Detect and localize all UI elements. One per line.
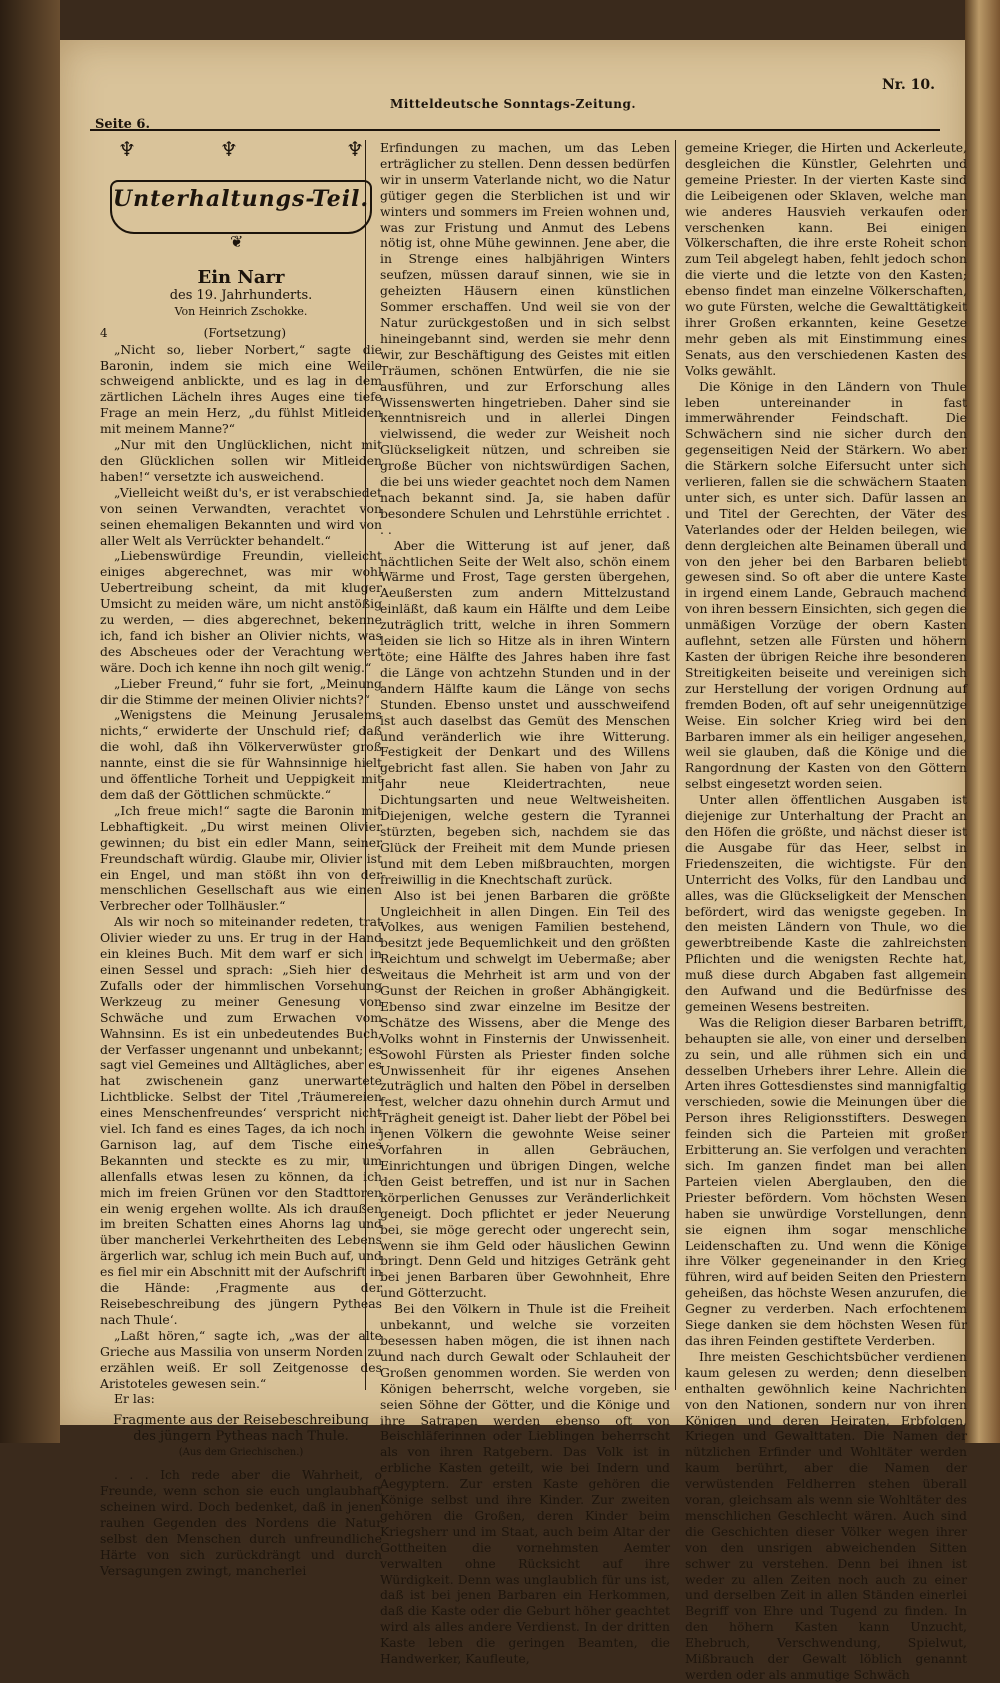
- story-title: Ein Narr: [197, 267, 285, 288]
- paragraph: gemeine Krieger, die Hirten und Ackerleute, desgleichen die Künstler, Gelehrten und gemeine Priester. In der vierten Kaste sind die Leibeigenen oder Sklaven, welche man wie anderes Hausvieh verkaufen oder verschenken kann. Bei einigen Völkerschaften, die ihre erste Roheit schon zum Teil abgelegt haben, fehlt jedoch schon die vierte und die letzte von den Kasten; ebenso findet man einzelne Völkerschaften, wo gute Fürsten, welche die Gewalttätigkeit ihrer Großen erkannten, keine Gesetze mehr geben als mit Einstimmung eines Senats, aus den verschiedenen Kasten des Volks gewählt.: [685, 140, 967, 378]
- paragraph: Er las:: [114, 1391, 155, 1407]
- continuation-note: 4 (Fortsetzung): [100, 325, 286, 340]
- paragraph: „Liebenswürdige Freundin, vielleicht einiges abgerechnet, was mir wohl Uebertreibung scheint, da mit kluger Umsicht zu meiden wäre, um nicht anstößig zu werden, — dies abgerechnet, bekenne ich, fand ich bisher an Olivier nichts, was des Abscheues oder der Verachtung wert wäre. Doch ich kenne ihn noch gilt wenig.“: [100, 548, 382, 675]
- paragraph: „Ich freue mich!“ sagte die Baronin mit Lebhaftigkeit. „Du wirst meinen Olivier gewinnen; du bist ein edler Mann, seiner Freundschaft würdig. Glaube mir, Olivier ist ein Engel, und man stößt ihn von der menschlichen Gesellschaft aus wie einen Verbrecher oder Tollhäusler.“: [100, 802, 382, 914]
- lamp-ornament-icon: ♆: [118, 137, 136, 161]
- issue-number: Nr. 10.: [882, 77, 935, 93]
- paragraph: „Vielleicht weißt du's, er ist verabschiedet von seinen Verwandten, verachtet von seinen ehemaligen Bekannten und wird von aller Welt als Verrückter behandelt.“: [100, 484, 382, 548]
- newspaper-page: [60, 40, 967, 1682]
- binding-shadow: [0, 0, 60, 1443]
- paragraph: „Lieber Freund,“ fuhr sie fort, „Meinung dir die Stimme der meinen Olivier nichts?“: [100, 675, 382, 707]
- paragraph: Unter allen öffentlichen Ausgaben ist diejenige zur Unterhaltung der Pracht an den Höfen die größte, und nächst dieser ist die Ausgabe für das Heer, selbst in Friedenszeiten, die wichtigste. Für den Unterricht des Volks, für den Landbau und alles, was die Glückseligkeit der Menschen befördert, wird das wenigste gegeben. In den meisten Ländern von Thule, wo die gewerbtreibende Kaste die zahlreichsten Pflichten und die wenigsten Rechte hat, muß diese durch Abgaben fast allgemein den Aufwand und die Bedürfnisse des gemeinen Wesens bestreiten.: [685, 792, 967, 1014]
- section-title: Unterhaltungs-Teil.: [112, 186, 370, 212]
- fragment-note: (Aus dem Griechischen.): [178, 1447, 304, 1459]
- paragraph: Die Könige in den Ländern von Thule leben untereinander in fast immerwährender Feindschaft. Die Schwächern sind nie sicher durch den gegenseitigen Neid der Stärkern. Wo aber die Stärkern solche Eifersucht unter sich verlieren, fallen sie die schwächern Staaten unter sich, es unter sich. Dafür lassen an und Titel der Gerechten, der Väter des Vaterlandes oder der Helden beilegen, wie denn dergleichen alte Beinamen überall und von den jeher bei den Barbaren beliebt gewesen sind. So oft aber die untere Kaste in irgend einem Lande, Gebrauch machend von ihren bessern Einsichten, sich gegen die unmäßigen Vorzüge der obern Kasten auflehnt, setzen alle Fürsten und höhern Kasten der übrigen Reiche ihre besonderen Streitigkeiten beiseite und vereinigen sich zur Herstellung der vorigen Ordnung auf fremden Boden, oft auf sehr uneigennützige Weise. Ein solcher Krieg wird bei den Barbaren immer als ein heiliger angesehen, weil sie glauben, daß die Könige und die Rangordnung der Kasten von den Göttern selbst eingesetzt worden seien.: [685, 378, 967, 792]
- page-stack-edge: [965, 0, 1000, 1443]
- fragment-title: Fragmente aus der Reisebeschreibung des jüngern Pytheas nach Thule.: [113, 1413, 369, 1445]
- paragraph: „Laßt hören,“ sagte ich, „was der alte Grieche aus Massilia von unserm Norden zu erzählen weiß. Er soll Zeitgenosse des Aristoteles gewesen sein.“: [100, 1327, 382, 1391]
- header-rule: [90, 129, 940, 131]
- section-banner: [100, 137, 382, 260]
- paragraph: Erfindungen zu machen, um das Leben erträglicher zu stellen. Denn dessen bedürfen wir in unserm Vaterlande nicht, wo die Natur gütiger gegen die Sterblichen ist und wir winters und sommers im Freien wohnen und, was zur Fristung und Anmut des Lebens nötig ist, ohne Mühe gewinnen. Jene aber, die in Strenge eines halbjährigen Winters seufzen, müssen darauf sinnen, wie sie in geheizten Häusern einen künstlichen Sommer erschaffen. Und weil sie von der Natur zurückgestoßen und in sich selbst hineingebannt sind, werden sie mehr denn wir, zur Beschäftigung des Geistes mit eitlen Träumen, schönen Entwürfen, die nie sie ausführen, und zur Erforschung alles Wissenswerten hingetrieben. Daher sind sie kenntnisreich und in allerlei Dingen vielwissend, die weder zur Weisheit noch Glückseligkeit nützen, und schreiben sie große Bücher von nichtswürdigen Sachen, die bei uns wieder geachtet noch dem Namen nach bekannt sind. Ja, sie haben dafür besondere Schulen und Lehrstühle errichtet . . .: [380, 140, 670, 537]
- page-header: [90, 75, 940, 135]
- paragraph: „Nicht so, lieber Norbert,“ sagte die Baronin, indem sie mich eine Weile schweigend anblickte, und es lag in dem zärtlichen Lächeln ihres Auges eine tiefe Frage an mein Herz, „du fühlst Mitleiden mit meinem Manne?“: [100, 341, 382, 437]
- flourish-ornament-icon: ❦: [230, 232, 244, 251]
- column-3: [685, 140, 967, 1682]
- installment-marker: 4: [100, 325, 108, 340]
- newspaper-title: Mitteldeutsche Sonntags-Zeitung.: [390, 97, 637, 111]
- column-divider: [675, 140, 676, 1390]
- column-2: [380, 140, 670, 1667]
- paragraph: „Nur mit den Unglücklichen, nicht mit den Glücklichen sollen wir Mitleiden haben!“ versetzte ich ausweichend.: [100, 437, 382, 484]
- paragraph: Bei den Völkern in Thule ist die Freiheit unbekannt, und welche sie vorzeiten besessen haben mögen, die ist ihnen nach und nach durch Gewalt oder Schlauheit der Großen genommen worden. Sie werden von Königen beherrscht, welche vorgeben, sie seien Söhne der Götter, und die Könige und ihre Satrapen werden ebenso oft von Beischläferinnen oder Lieblingen beherrscht als von ihren Ratgebern. Das Volk ist in erbliche Kasten geteilt, wie bei Indern und Aegyptern. Zur ersten Kaste gehören die Könige selbst und ihre Kinder. Zur zweiten gehören die Großen, deren Kinder beim Kriegsherr und im Staat, auch beim Altar der Gottheiten die vornehmsten Aemter verwalten ohne Rücksicht auf ihre Würdigkeit. Denn was unglaublich für uns ist, daß ist bei jenen Barbaren ein Herkommen, daß die Kaste oder die Geburt höher geachtet wird als alles andere Verdienst. In der dritten Kaste leben die geringen Beamten, die Handwerker, Kaufleute,: [380, 1301, 670, 1667]
- paragraph: Aber die Witterung ist auf jener, daß nächtlichen Seite der Welt also, schön einem Wärme und Frost, Tage gersten übergehen, Aeußersten zum andern Mittelzustand einläßt, daß kaum ein Hälfte und dem Leibe zuträglich tritt, welche in ihren Sommern leiden sie lich so Hitze als in ihren Wintern töte; eine Hälfte des Jahres haben ihre fast die Länge von achtzehn Stunden und in der andern Hälfte kaum die Länge von sechs Stunden. Ebenso unstet und ausschweifend ist auch daselbst das Gemüt des Menschen und veränderlich wie ihre Witterung. Festigkeit der Denkart und des Willens gebricht fast allen. Sie haben von Jahr zu Jahr neue Kleidertrachten, neue Dichtungsarten und neue Weltweisheiten. Diejenigen, welche gestern die Tyrannei stürzten, begeben sich, nachdem sie das Glück der Freiheit mit dem Munde priesen und mit dem Leben mißbrauchten, morgen freiwillig in die Knechtschaft zurück.: [380, 537, 670, 887]
- paragraph: „Wenigstens die Meinung Jerusalems nichts,“ erwiderte der Unschuld rief; daß die wohl, daß ihn Völkerverwüster groß nannte, einst die sie für Wahnsinnige hielt und öffentliche Torheit und Ueppigkeit mit dem daß der Göttlichen schmückte.“: [100, 707, 382, 802]
- paragraph: Als wir noch so miteinander redeten, trat Olivier wieder zu uns. Er trug in der Hand ein kleines Buch. Mit dem warf er sich in einen Sessel und sprach: „Sieh hier des Zufalls oder der himmlischen Vorsehung Werkzeug zu meiner Genesung von Schwäche und zum Erwachen vom Wahnsinn. Es ist ein unbedeutendes Buch, der Verfasser ungenannt und unbekannt; es sagt viel Gemeines und Alltägliches, aber es hat zwischenein ganz unerwartete Lichtblicke. Selbst der Titel ‚Träumereien eines Menschenfreundes‘ verspricht nicht viel. Ich fand es eines Tages, da ich noch in Garnison lag, auf dem Tische eines Bekannten und steckte es zu mir, um allenfalls etwas lesen zu können, da ich mich im freien Grünen vor den Stadttoren ein wenig ergehen wollte. Als ich draußen im breiten Schatten eines Ahorns lag und über mancherlei Verkehrtheiten des Lebens ärgerlich war, schlug ich mein Buch auf, und es fiel mir ein Abschnitt mit der Aufschrift in die Hände: ‚Fragmente aus der Reisebeschreibung des jüngern Pytheas nach Thule‘.: [100, 914, 382, 1327]
- story-author: Von Heinrich Zschokke.: [174, 304, 308, 318]
- paragraph: Also ist bei jenen Barbaren die größte Ungleichheit in allen Dingen. Ein Teil des Volkes, aus wenigen Familien bestehend, besitzt jede Bequemlichkeit und den größten Reichtum und schwelgt im Uebermaße; aber weitaus die Mehrheit ist arm und von der Gunst der Reichen in großer Abhängigkeit. Ebenso sind zwar einzelne im Besitze der Schätze des Wissens, aber die Menge des Volks wohnt in Finsternis der Unwissenheit. Sowohl Fürsten als Priester finden solche Unwissenheit für ihr eigenes Ansehen zuträglich und halten den Pöbel in derselben fest, welcher dazu ohnehin durch Armut und Trägheit geneigt ist. Daher liebt der Pöbel bei jenen Völkern die gewohnte Weise seiner Vorfahren in allen Gebräuchen, Einrichtungen und übrigen Dingen, welche den Geist betreffen, und ist nur in Sachen körperlichen Genusses zur Veränderlichkeit geneigt. Doch pflichtet er jeder Neuerung bei, sie möge gerecht oder ungerecht sein, wenn sie ihm Geld oder häuslichen Gewinn bringt. Denn Geld und hitziges Getränk geht bei jenen Barbaren über Gewohnheit, Ehre und Götterzucht.: [380, 887, 670, 1301]
- lamp-ornament-icon: ♆: [220, 137, 238, 161]
- paragraph: . . . Ich rede aber die Wahrheit, o Freunde, wenn schon sie euch unglaubhaft scheinen wird. Doch bedenket, daß in jenen rauhen Gegenden des Nordens die Natur selbst den Menschen durch unfreundliche Härte von sich zurückdrängt und durch Versagungen zwingt, mancherlei: [100, 1467, 382, 1578]
- story-subtitle: des 19. Jahrhunderts.: [169, 287, 313, 303]
- page-number: Seite 6.: [95, 117, 150, 132]
- lamp-ornament-icon: ♆: [346, 137, 364, 161]
- paragraph: Ihre meisten Geschichtsbücher verdienen kaum gelesen zu werden; denn dieselben enthalten gewöhnlich keine Nachrichten von den Nationen, sondern nur von ihren Königen und deren Heiraten, Erbfolgen, Kriegen und Gewalttaten. Die Namen der nützlichen Erfinder und Wohltäter werden kaum berührt, aber die Namen der verwüstenden Feldherren stehen überall voran, gleichsam als wenn sie Wohltäter des menschlichen Geschlecht wären. Auch sind die Geschichten dieser Völker wegen ihrer von den unsrigen abweichenden Sitten schwer zu verstehen. Denn bei ihnen ist weder zu allen Zeiten noch auch zu einer und derselben Zeit in allen Ständen einerlei Begriff von Ehre und Tugend zu finden. In den höhern Kasten kann Unzucht, Ehebruch, Verschwendung, Spielwut, Mißbrauch der Gewalt löblich genannt werden oder als anmutige Schwäch: [685, 1348, 967, 1682]
- paragraph: Was die Religion dieser Barbaren betrifft, behaupten sie alle, von einer und derselben zu sein, und alle rühmen sich ein und desselben Urhebers ihrer Lehre. Allein die Arten ihres Gottesdienstes sind mannigfaltig verschieden, sowie die Meinungen über die Person ihres Religionsstifters. Deswegen feinden sich die Parteien mit großer Erbitterung an. Sie verfolgen und verachten sich. Im ganzen findet man bei allen Parteien vielen Aberglauben, den die Priester befördern. Vom höchsten Wesen haben sie unwürdige Vorstellungen, denn sie eignen ihm sogar menschliche Leidenschaften zu. Und wenn die Könige ihre Völker gegeneinander in den Krieg führen, wird auf beiden Seiten den Priestern geheißen, das höchste Wesen anzurufen, die Gegner zu verderben. Nach erfochtenem Siege danken sie dem höchsten Wesen für das ihren Feinden gestiftete Verderben.: [685, 1014, 967, 1348]
- column-1: [100, 137, 382, 1578]
